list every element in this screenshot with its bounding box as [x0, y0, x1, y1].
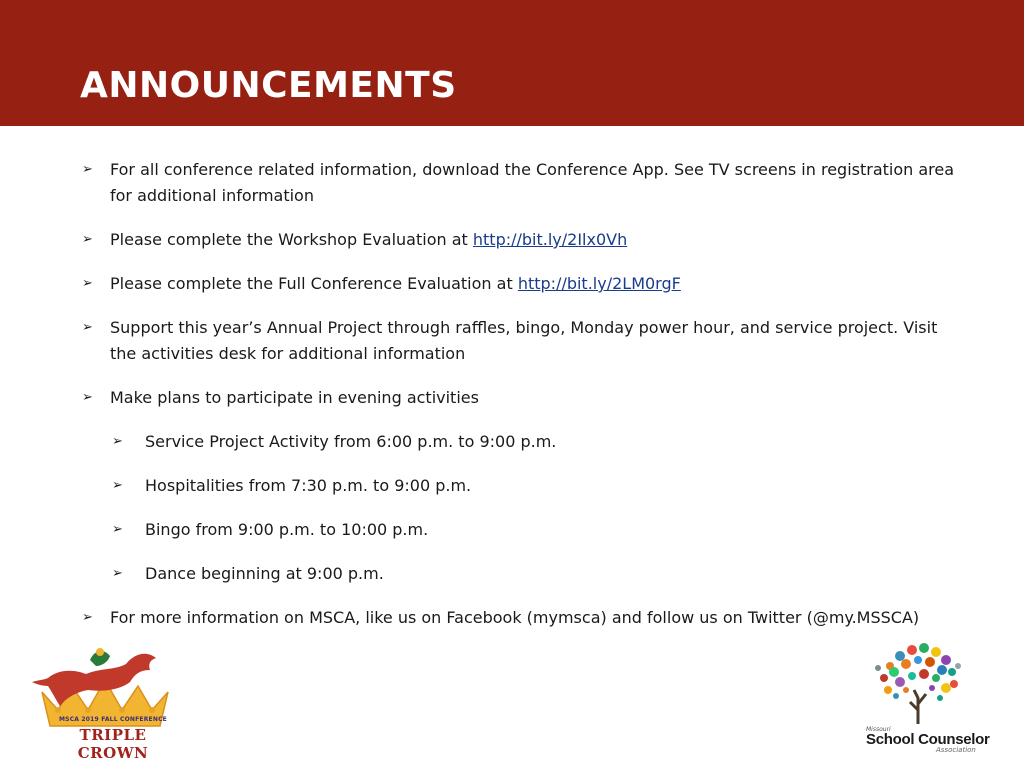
logo-name: TRIPLE CROWN: [77, 726, 149, 762]
arrow-bullet-icon: ➢: [82, 610, 93, 625]
sub-list-item: [112, 429, 962, 455]
organization-name: School Counselor: [866, 731, 990, 748]
logo-caption: MSCA 2019 FALL CONFERENCE: [59, 716, 167, 723]
list-item: [82, 227, 962, 253]
association-label: Association: [936, 746, 976, 754]
arrow-bullet-icon: ➢: [82, 320, 93, 335]
sub-list-item: [112, 561, 962, 587]
list-item: [82, 271, 962, 297]
item-text: Dance beginning at 9:00 p.m.: [145, 564, 384, 583]
item-text: Service Project Activity from 6:00 p.m. to 9:00 p.m.: [145, 432, 557, 451]
item-text: Please complete the Workshop Evaluation at: [110, 230, 473, 249]
arrow-bullet-icon: ➢: [82, 232, 93, 247]
item-text: Support this year’s Annual Project through raffles, bingo, Monday power hour, and service project. Visit the activities desk for additional information: [110, 318, 938, 363]
sub-list-item: [112, 517, 962, 543]
list-item: [82, 385, 962, 411]
list-item: [82, 157, 962, 209]
sub-list-item: [112, 473, 962, 499]
item-text: Bingo from 9:00 p.m. to 10:00 p.m.: [145, 520, 429, 539]
arrow-bullet-icon: ➢: [112, 522, 123, 537]
full-conference-evaluation-link[interactable]: http://bit.ly/2LM0rgF: [517, 274, 681, 293]
header-bar: [0, 0, 1024, 126]
item-text: Hospitalities from 7:30 p.m. to 9:00 p.m.: [145, 476, 472, 495]
page-title: ANNOUNCEMENTS: [80, 65, 457, 106]
arrow-bullet-icon: ➢: [112, 434, 123, 449]
list-item: [82, 605, 962, 631]
item-text: For more information on MSCA, like us on Facebook (mymsca) and follow us on Twitter (@my.MSSCA): [110, 608, 920, 627]
arrow-bullet-icon: ➢: [82, 162, 93, 177]
item-text: Make plans to participate in evening activities: [110, 388, 479, 407]
item-text: For all conference related information, download the Conference App. See TV screens in registration area for additional information: [110, 160, 955, 205]
arrow-bullet-icon: ➢: [82, 276, 93, 291]
list-item: [82, 315, 962, 367]
arrow-bullet-icon: ➢: [82, 390, 93, 405]
state-label: Missouri: [866, 726, 891, 733]
tree-icon: [875, 643, 961, 724]
workshop-evaluation-link[interactable]: http://bit.ly/2Ilx0Vh: [472, 230, 628, 249]
item-text: Please complete the Full Conference Evaluation at: [110, 274, 518, 293]
arrow-bullet-icon: ➢: [112, 478, 123, 493]
arrow-bullet-icon: ➢: [112, 566, 123, 581]
